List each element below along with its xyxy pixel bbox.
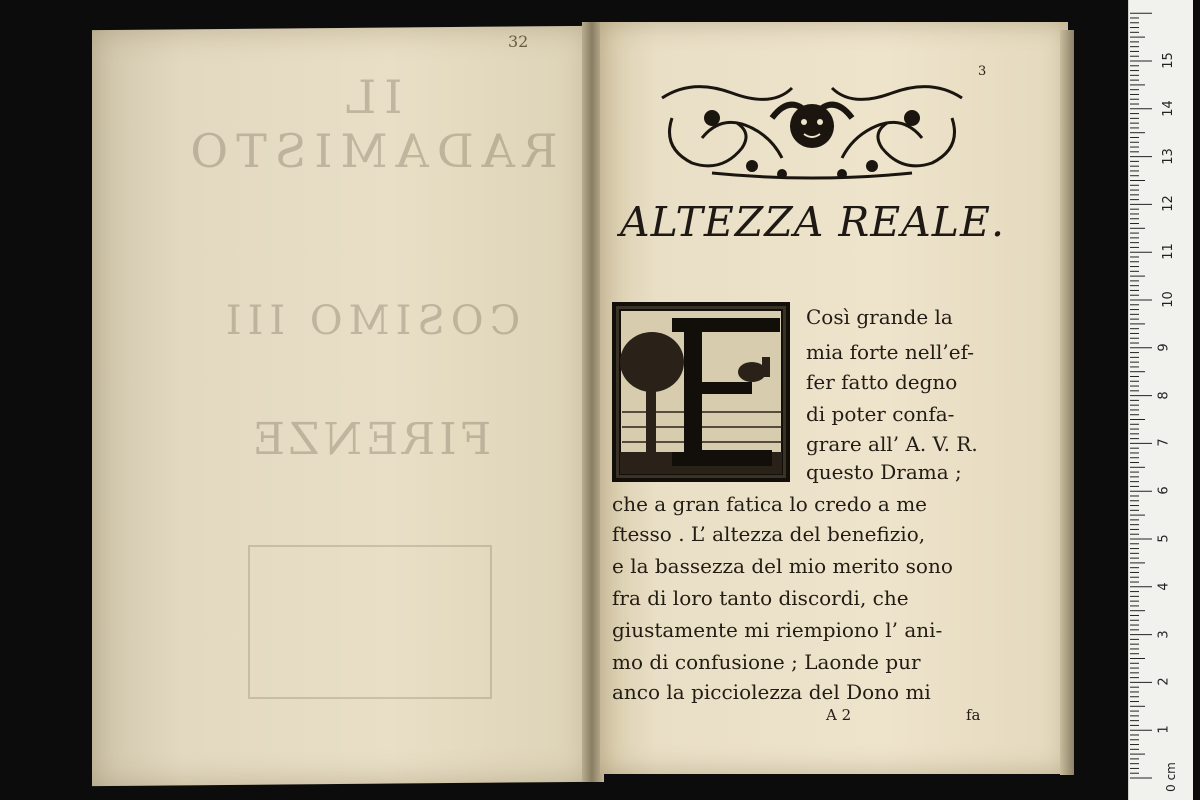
- ruler-number: 8: [1156, 390, 1172, 400]
- ruler-number: 14: [1160, 100, 1176, 117]
- text-line-6: questo Drama ;: [806, 460, 962, 484]
- ruler-number: 12: [1160, 195, 1176, 213]
- ruler-number: 2: [1156, 677, 1172, 687]
- catchword: fa: [966, 706, 981, 724]
- ruler-number: 4: [1156, 582, 1172, 591]
- left-page-corner-mark: 32: [508, 32, 529, 51]
- text-line-10: fra di loro tanto discordi, che: [612, 586, 909, 610]
- page-number: 3: [978, 64, 987, 79]
- ruler-number: 6: [1156, 486, 1172, 495]
- ruler-number: 10: [1160, 291, 1176, 308]
- ruler-number: 3: [1156, 629, 1172, 639]
- text-line-12: mo di confusione ; Laonde pur: [612, 650, 921, 674]
- text-line-5: grare all’ A. V. R.: [806, 432, 978, 456]
- ruler-number: 11: [1160, 243, 1176, 260]
- text-line-13: anco la picciolezza del Dono mi: [612, 680, 931, 704]
- signature-mark: A 2: [826, 706, 852, 724]
- bleed-through-print: IL RADAMISTO COSIMO III FIRENZE: [160, 60, 580, 690]
- ruler-number: 5: [1156, 534, 1172, 543]
- ruler-number: 9: [1156, 343, 1172, 352]
- ruler-number: 13: [1160, 147, 1176, 165]
- text-line-2: mia forte nell’ef-: [806, 340, 975, 364]
- ruler-unit-label: 0 cm: [1163, 762, 1178, 792]
- ruler-number: 1: [1156, 725, 1172, 734]
- text-line-1: Così grande la: [806, 305, 953, 329]
- text-line-4: di poter confa-: [806, 402, 955, 426]
- text-line-9: e la bassezza del mio merito sono: [612, 554, 953, 578]
- ruler-number: 7: [1156, 438, 1172, 448]
- text-line-8: ftesso . L’ altezza del benefizio,: [612, 522, 926, 546]
- text-line-7: che a gran fatica lo credo a me: [612, 492, 927, 516]
- ruler-number: 15: [1160, 52, 1176, 69]
- text-line-11: giustamente mi riempiono l’ ani-: [612, 618, 943, 642]
- dedication-title: ALTEZZA REALE.: [620, 198, 1005, 246]
- text-line-3: fer fatto degno: [806, 370, 958, 394]
